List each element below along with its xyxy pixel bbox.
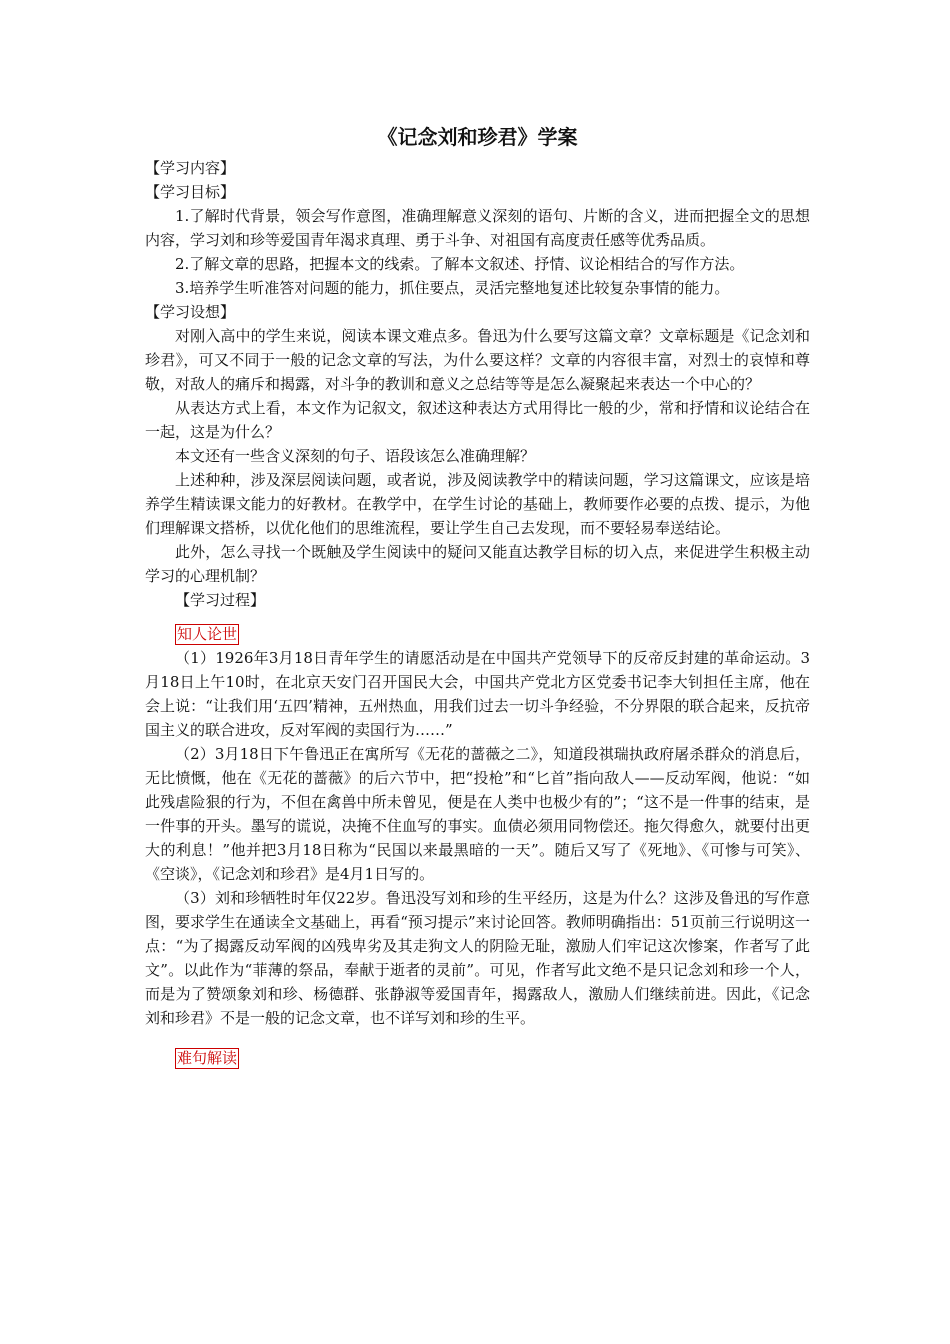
document-title: 《记念刘和珍君》学案 <box>377 125 578 149</box>
design-paragraph: 本文还有一些含义深刻的句子、语段该怎么准确理解？ <box>175 447 536 465</box>
design-paragraph: 上述种种，涉及深层阅读问题，或者说，涉及阅读教学中的精读问题，学习这篇课文，应该是培养学生精读课文能力的好教材。在教学中，在学生讨论的基础上，教师要作必要的点拨、提示，为他们理解课文搭桥，以优化他们的思维流程，要让学生自己去发现，而不要轻易奉送结论。 <box>145 471 810 537</box>
goal-paragraph: 1.了解时代背景，领会写作意图，准确理解意义深刻的语句、片断的含义，进而把握全文的思想内容，学习刘和珍等爱国青年渴求真理、勇于斗争、对祖国有高度责任感等优秀品质。 <box>145 207 810 249</box>
design-paragraph: 此外，怎么寻找一个既触及学生阅读中的疑问又能直达教学目标的切入点，来促进学生积极主动学习的心理机制？ <box>145 543 810 585</box>
goal-paragraph: 2.了解文章的思路，把握本文的线索。了解本文叙述、抒情、议论相结合的写作方法。 <box>175 255 745 273</box>
heading-design: 【学习设想】 <box>145 303 236 321</box>
heading-process: 【学习过程】 <box>175 591 266 609</box>
section-nanju <box>145 1046 810 1070</box>
zhiren-paragraph: （1）1926年3月18日青年学生的请愿活动是在中国共产党领导下的反帝反封建的革命运动。3月18日上午10时，在北京天安门召开国民大会，中国共产党北方区党委书记李大钊担任主席，他在会上说：“让我们用‘五四’精神，五州热血，用我们过去一切斗争经验，不分界限的联合起来，反抗帝国主义的联合进攻，反对军阀的卖国行为……” <box>145 649 810 739</box>
design-paragraph: 对刚入高中的学生来说，阅读本课文难点多。鲁迅为什么要写这篇文章？文章标题是《记念刘和珍君》，可又不同于一般的记念文章的写法，为什么要这样？文章的内容很丰富，对烈士的哀悼和尊敬，对敌人的痛斥和揭露，对斗争的教训和意义之总结等等是怎么凝聚起来表达一个中心的？ <box>145 327 810 393</box>
heading-goal: 【学习目标】 <box>145 183 236 201</box>
goal-paragraph: 3.培养学生听准答对问题的能力，抓住要点，灵活完整地复述比较复杂事情的能力。 <box>175 279 730 297</box>
heading-content: 【学习内容】 <box>145 159 236 177</box>
section-label-nanju: 难句解读 <box>177 1049 238 1067</box>
document-page <box>145 122 810 1070</box>
section-label-zhiren: 知人论世 <box>177 625 238 643</box>
design-paragraph: 从表达方式上看，本文作为记叙文，叙述这种表达方式用得比一般的少，常和抒情和议论结合在一起，这是为什么？ <box>145 399 810 441</box>
section-zhiren <box>145 622 810 646</box>
zhiren-paragraph: （3）刘和珍牺牲时年仅22岁。鲁迅没写刘和珍的生平经历，这是为什么？这涉及鲁迅的写作意图，要求学生在通读全文基础上，再看“预习提示”来讨论回答。教师明确指出：51页前三行说明这一点：“为了揭露反动军阀的凶残卑劣及其走狗文人的阴险无耻，激励人们牢记这次惨案，作者写了此文”。以此作为“菲薄的祭品，奉献于逝者的灵前”。可见，作者写此文绝不是只记念刘和珍一个人，而是为了赞颂象刘和珍、杨德群、张静淑等爱国青年，揭露敌人，激励人们继续前进。因此，《记念刘和珍君》不是一般的记念文章，也不详写刘和珍的生平。 <box>145 889 810 1027</box>
zhiren-paragraph: （2）3月18日下午鲁迅正在寓所写《无花的蔷薇之二》，知道段祺瑞执政府屠杀群众的消息后，无比愤慨，他在《无花的蔷薇》的后六节中，把“投枪”和“匕首”指向敌人——反动军阀，他说：“如此残虐险狠的行为，不但在禽兽中所未曾见，便是在人类中也极少有的”；“这不是一件事的结束，是一件事的开头。墨写的谎说，决掩不住血写的事实。血债必须用同物偿还。拖欠得愈久，就要付出更大的利息！”他并把3月18日称为“民国以来最黑暗的一天”。随后又写了《死地》、《可惨与可笑》、《空谈》，《记念刘和珍君》是4月1日写的。 <box>145 745 810 883</box>
